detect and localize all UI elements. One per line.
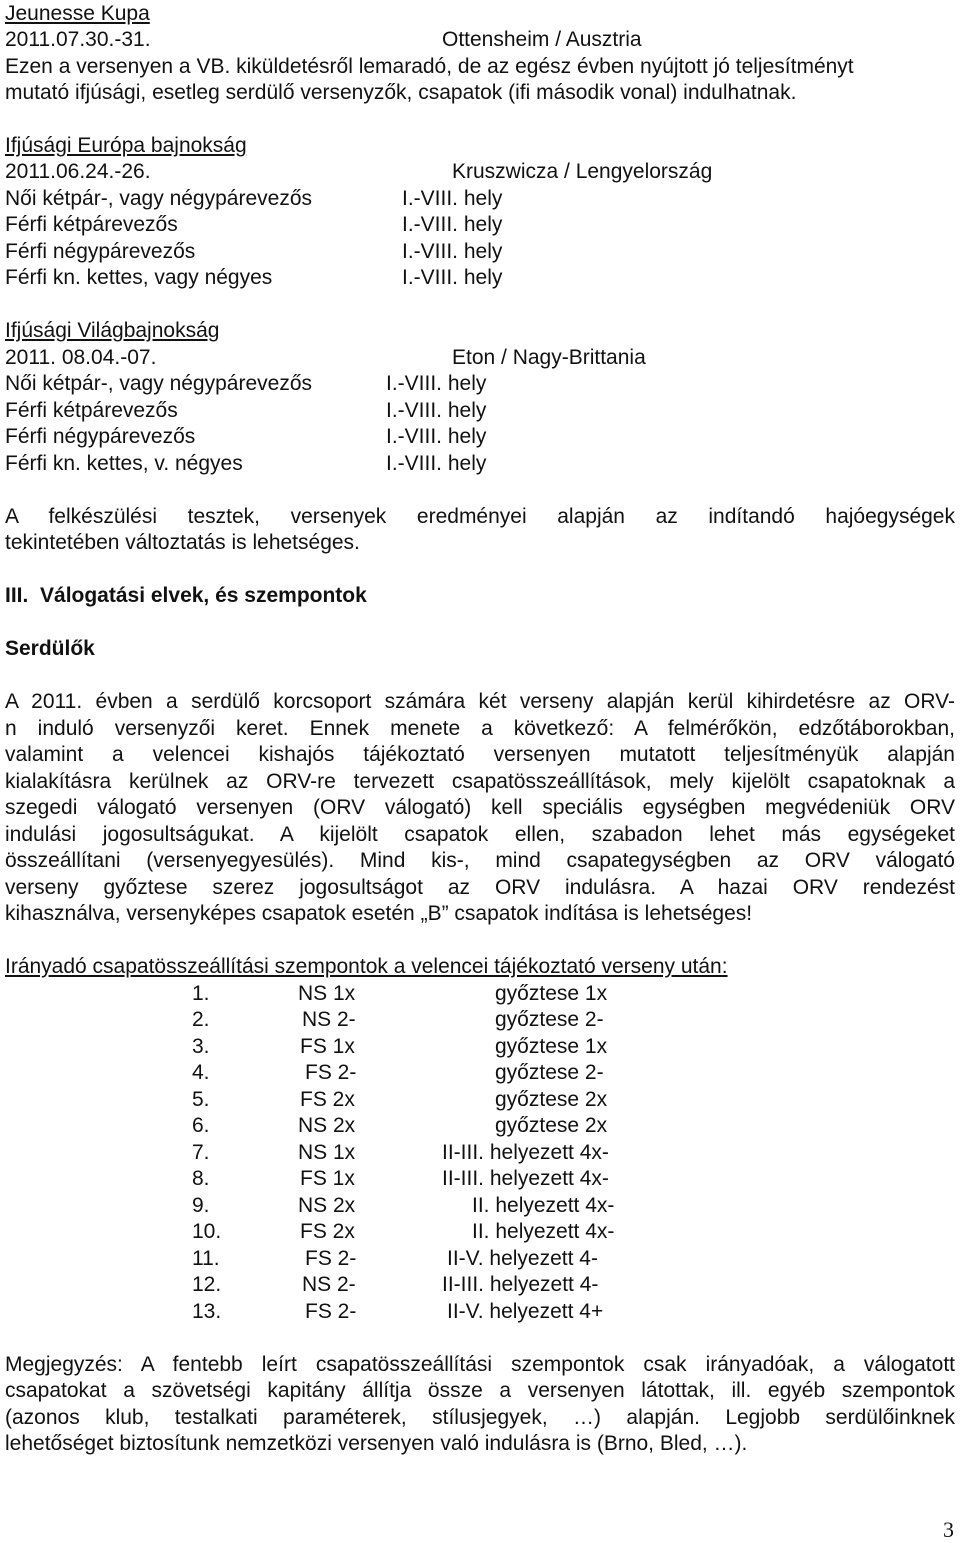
eb-place: Kruszwicza / Lengyelország — [452, 160, 713, 183]
criteria-rank: 11. — [192, 1247, 220, 1270]
criteria-title: Irányadó csapatösszeállítási szempontok a velencei tájékoztató verseny után: — [5, 955, 728, 978]
criteria-row — [5, 1219, 955, 1245]
criteria-boat: NS 2x — [298, 1114, 356, 1137]
criteria-result: II. helyezett 4x- — [472, 1194, 615, 1217]
criteria-boat: FS 2x — [300, 1220, 355, 1243]
criteria-rank: 8. — [192, 1167, 210, 1190]
criteria-row — [5, 981, 955, 1007]
eb-date: 2011.06.24.-26. — [5, 160, 151, 183]
eb-event: Férfi négypárevezős — [5, 240, 196, 263]
criteria-boat: FS 1x — [300, 1035, 355, 1058]
para-line: indulási jogosultságukat. A kijelölt csapatok ellen, szabadon lehet más egységeket — [5, 823, 955, 846]
criteria-result: győztese 2- — [495, 1061, 604, 1084]
remark-line: (azonos klub, testalkati paraméterek, stílusjegyek, …) alapján. Legjobb serdülőinknek — [5, 1406, 955, 1429]
eb-title: Ifjúsági Európa bajnokság — [5, 134, 247, 157]
criteria-boat: NS 2- — [302, 1008, 356, 1031]
vb-event: Férfi négypárevezős — [5, 425, 196, 448]
criteria-rank: 10. — [192, 1220, 222, 1243]
criteria-boat: FS 2- — [305, 1300, 357, 1323]
remark-line: lehetőséget biztosítunk nemzetközi versenyen való indulásra is (Brno, Bled, …). — [5, 1432, 748, 1455]
criteria-row — [5, 1034, 955, 1060]
eb-result: I.-VIII. hely — [402, 187, 503, 210]
criteria-rank: 9. — [192, 1194, 210, 1217]
criteria-row — [5, 1272, 955, 1298]
criteria-boat: FS 1x — [300, 1167, 355, 1190]
vb-place: Eton / Nagy-Brittania — [452, 346, 646, 369]
criteria-row — [5, 1193, 955, 1219]
note-line2: tekintetében változtatás is lehetséges. — [5, 531, 360, 554]
criteria-row — [5, 1087, 955, 1113]
vb-event: Női kétpár-, vagy négypárevezős — [5, 372, 312, 395]
eb-result: I.-VIII. hely — [402, 266, 503, 289]
para-line: kihasználva, versenyképes csapatok esetén „B” csapatok indítása is lehetséges! — [5, 902, 753, 925]
criteria-row — [5, 1299, 955, 1325]
criteria-result: II-III. helyezett 4x- — [442, 1167, 609, 1190]
criteria-row — [5, 1060, 955, 1086]
criteria-result: győztese 2x — [495, 1114, 608, 1137]
criteria-rank: 4. — [192, 1061, 210, 1084]
page-number: 3 — [943, 1517, 954, 1542]
criteria-result: II-III. helyezett 4x- — [442, 1141, 609, 1164]
vb-date: 2011. 08.04.-07. — [5, 346, 157, 369]
jeunesse-desc-line1: Ezen a versenyen a VB. kiküldetésről lemaradó, de az egész évben nyújtott jó teljesítményt — [5, 55, 854, 78]
para-line: n induló versenyzői keret. Ennek menete a következő: A felmérőkön, edzőtáborokban, — [5, 717, 955, 740]
vb-event: Férfi kn. kettes, v. négyes — [5, 452, 243, 475]
criteria-boat: NS 1x — [298, 1141, 356, 1164]
criteria-boat: NS 2- — [302, 1273, 356, 1296]
jeunesse-desc-line2: mutató ifjúsági, esetleg serdülő versenyzők, csapatok (ifi második vonal) indulhatnak. — [5, 81, 797, 104]
section-heading: III. Válogatási elvek, és szempontok — [5, 584, 367, 607]
criteria-rank: 3. — [192, 1035, 210, 1058]
criteria-row — [5, 1140, 955, 1166]
jeunesse-date: 2011.07.30.-31. — [5, 28, 151, 51]
eb-result: I.-VIII. hely — [402, 213, 503, 236]
criteria-boat: FS 2- — [305, 1061, 357, 1084]
vb-result: I.-VIII. hely — [386, 399, 487, 422]
para-line: kialakításra kerülnek az ORV-re tervezett csapatösszeállítások, mely kijelölt csapatoknak a — [5, 770, 955, 793]
criteria-boat: FS 2x — [300, 1088, 355, 1111]
criteria-rank: 13. — [192, 1300, 222, 1323]
eb-event: Férfi kn. kettes, vagy négyes — [5, 266, 273, 289]
vb-result: I.-VIII. hely — [386, 372, 487, 395]
criteria-boat: FS 2- — [305, 1247, 357, 1270]
section-subheading: Serdülők — [5, 637, 95, 660]
criteria-row — [5, 1113, 955, 1139]
criteria-result: győztese 1x — [495, 982, 608, 1005]
remark-line: csapatokat a szövetségi kapitány állítja össze a versenyen látottak, ill. egyéb szempontok — [5, 1379, 955, 1402]
vb-event: Férfi kétpárevezős — [5, 399, 178, 422]
para-line: verseny győztese szerez jogosultságot az ORV indulásra. A hazai ORV rendezést — [5, 876, 955, 899]
vb-result: I.-VIII. hely — [386, 452, 487, 475]
criteria-boat: NS 2x — [298, 1194, 356, 1217]
criteria-rank: 6. — [192, 1114, 210, 1137]
eb-event: Női kétpár-, vagy négypárevezős — [5, 187, 312, 210]
para-line: valamint a velencei kishajós tájékoztató versenyen mutatott teljesítményük alapján — [5, 743, 955, 766]
para-line: szegedi válogató versenyen (ORV válogató) kell speciális egységben megvédeniük ORV — [5, 796, 955, 819]
remark-line: Megjegyzés: A fentebb leírt csapatösszeállítási szempontok csak irányadóak, a válogatott — [5, 1353, 955, 1376]
vb-title: Ifjúsági Világbajnokság — [5, 319, 220, 342]
jeunesse-place: Ottensheim / Ausztria — [442, 28, 642, 51]
criteria-result: II-V. helyezett 4+ — [447, 1300, 604, 1323]
criteria-rank: 1. — [192, 982, 210, 1005]
criteria-result: győztese 1x — [495, 1035, 608, 1058]
criteria-rank: 2. — [192, 1008, 210, 1031]
para-line: A 2011. évben a serdülő korcsoport számára két verseny alapján kerül kihirdetésre az ORV- — [5, 690, 955, 713]
criteria-rank: 5. — [192, 1088, 210, 1111]
eb-event: Férfi kétpárevezős — [5, 213, 178, 236]
jeunesse-title: Jeunesse Kupa — [5, 2, 150, 25]
criteria-row — [5, 1007, 955, 1033]
criteria-rank: 12. — [192, 1273, 222, 1296]
vb-result: I.-VIII. hely — [386, 425, 487, 448]
para-line: összeállítani (versenyegyesülés). Mind kis-, mind csapategységben az ORV válogató — [5, 849, 955, 872]
criteria-row — [5, 1166, 955, 1192]
eb-result: I.-VIII. hely — [402, 240, 503, 263]
criteria-result: győztese 2x — [495, 1088, 608, 1111]
criteria-result: II. helyezett 4x- — [472, 1220, 615, 1243]
note-line1: A felkészülési tesztek, versenyek eredményei alapján az indítandó hajóegységek — [5, 505, 955, 528]
criteria-boat: NS 1x — [298, 982, 356, 1005]
criteria-rank: 7. — [192, 1141, 210, 1164]
criteria-row — [5, 1246, 955, 1272]
criteria-result: II-V. helyezett 4- — [447, 1247, 598, 1270]
criteria-result: győztese 2- — [495, 1008, 604, 1031]
criteria-result: II-III. helyezett 4- — [442, 1273, 599, 1296]
